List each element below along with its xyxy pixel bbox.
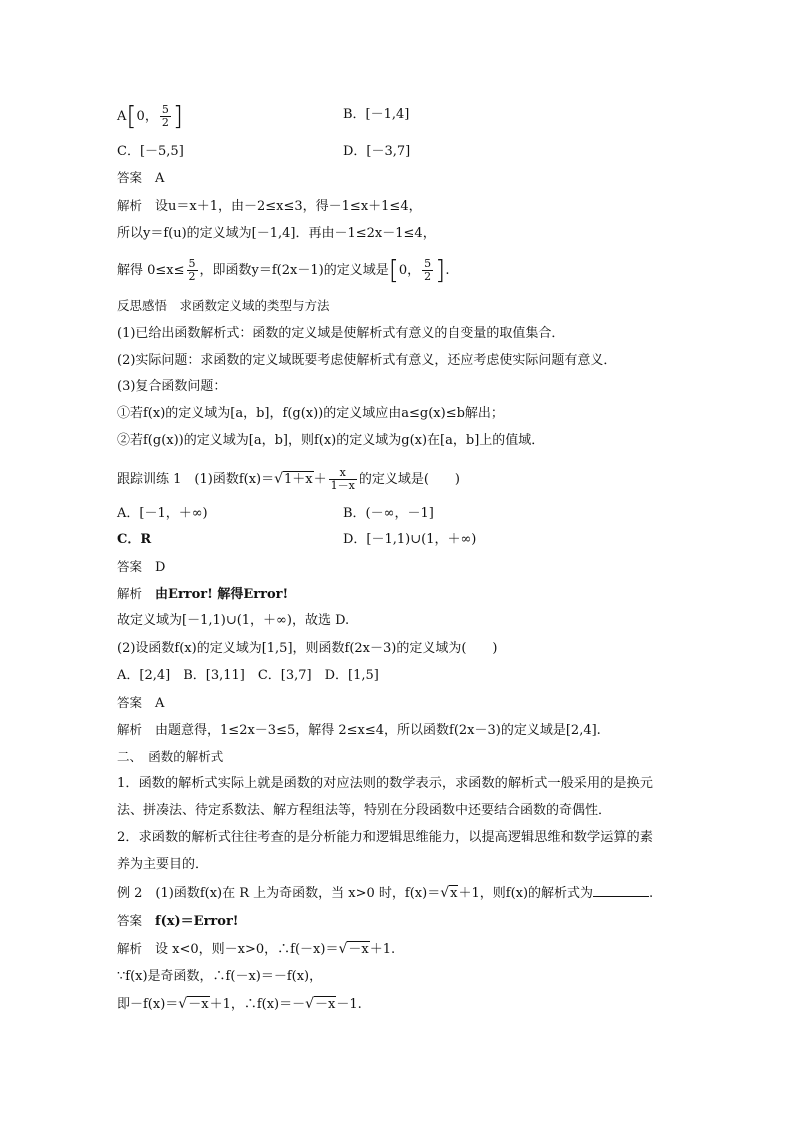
- section-heading: 二、 函数的解析式: [117, 749, 224, 764]
- answer-label: 答案: [117, 559, 143, 574]
- paragraph-line: 1．函数的解析式实际上就是函数的对应法则的数学表示，求函数的解析式一般采用的是换元: [117, 776, 653, 791]
- option-a: A．[－1，＋∞): [117, 506, 208, 521]
- answer-label: 答案: [117, 170, 143, 185]
- option-a-label: A: [117, 109, 127, 124]
- option-c: C．R: [117, 532, 152, 547]
- solution-line: 即－f(x)＝√－x＋1，∴f(x)＝－√－x－1.: [117, 996, 362, 1012]
- fraction: $\frac{x}{1-x}$: [330, 466, 355, 492]
- option-b: B．(－∞，－1]: [343, 506, 434, 521]
- solution-line: 解析 设u＝x＋1，由－2≤x≤3，得－1≤x＋1≤4，: [117, 198, 422, 214]
- fraction: $\frac{5}{2}$: [424, 257, 432, 283]
- solution-line: 解析 设 x<0，则－x>0，∴f(－x)＝√－x＋1.: [117, 941, 396, 957]
- fraction: $\frac{5}{2}$: [188, 257, 196, 283]
- solution-line: 所以y＝f(u)的定义域为[－1,4]．再由－1≤2x－1≤4，: [117, 226, 436, 241]
- paragraph-line: 法、拼凑法、待定系数法、解方程组法等，特别在分段函数中还要结合函数的奇偶性．: [117, 803, 612, 818]
- answer-value: A: [155, 171, 165, 186]
- option-d: D．[－1,1)∪(1，＋∞): [343, 532, 477, 547]
- option-b: B．[－1,4]: [343, 107, 410, 122]
- solution-line: 解析 由题意得，1≤2x－3≤5，解得 2≤x≤4，所以函数f(2x－3)的定义域是[2,4].: [117, 722, 601, 738]
- reflection-item: ①若f(x)的定义域为[a，b]，f(g(x))的定义域应由a≤g(x)≤b解出；: [117, 406, 504, 421]
- solution-line: 解得 0≤x≤ $\frac{5}{2}$ ，即函数y＝f(2x－1)的定义域是[0， $\frac{5}{2}$ ].: [117, 255, 450, 286]
- answer-line: [117, 558, 165, 577]
- options-row: A．[2,4] B．[3,11] C．[3,7] D．[1,5]: [117, 668, 379, 683]
- option-c: C．[－5,5]: [117, 144, 184, 159]
- reflection-title: 反思感悟 求函数定义域的类型与方法: [117, 298, 330, 313]
- exercise-question: (2)设函数f(x)的定义域为[1,5]，则函数f(2x－3)的定义域为( ): [117, 641, 498, 656]
- answer-value: D: [155, 560, 166, 575]
- paragraph-line: 养为主要目的．: [117, 857, 209, 872]
- example-question: 例 2 (1)函数f(x)在 R 上为奇函数，当 x>0 时，f(x)＝√x＋1，则f(x)的解析式为 .: [117, 885, 654, 901]
- paragraph-line: 2．求函数的解析式往往考查的是分析能力和逻辑思维能力，以提高逻辑思维和数学运算的素: [117, 830, 653, 845]
- solution-line: 解析 由Error! 解得Error!: [117, 586, 289, 602]
- reflection-item: (3)复合函数问题：: [117, 379, 227, 394]
- reflection-item: (1)已给出函数解析式：函数的定义域是使解析式有意义的自变量的取值集合．: [117, 326, 565, 341]
- answer-value: f(x)＝Error!: [155, 914, 239, 929]
- solution-line: ∵f(x)是奇函数，∴f(－x)＝－f(x)，: [117, 969, 323, 984]
- exercise-question: 跟踪训练 1 (1)函数f(x)＝√1＋x＋ $\frac{x}{1-x}$ 的定义域是( ): [117, 466, 461, 492]
- solution-line: 故定义域为[－1,1)∪(1，＋∞)，故选 D.: [117, 613, 350, 628]
- solution-label: 解析: [117, 586, 143, 601]
- option-a: A[0， $\frac{5}{2}$ ]: [117, 101, 183, 132]
- answer-line: [117, 169, 164, 188]
- reflection-item: ②若f(g(x))的定义域为[a，b]，则f(x)的定义域为g(x)在[a，b]上的值域．: [117, 433, 545, 448]
- answer-line: 答案 A: [117, 695, 165, 711]
- solution-label: 解析: [117, 198, 143, 213]
- fraction: $\frac{5}{2}$: [161, 103, 169, 129]
- answer-line: 答案 f(x)＝Error!: [117, 913, 239, 929]
- answer-blank: [593, 884, 649, 897]
- reflection-item: (2)实际问题：求函数的定义域既要考虑使解析式有意义，还应考虑使实际问题有意义．: [117, 353, 617, 368]
- option-d: D．[－3,7]: [343, 144, 411, 159]
- answer-value: A: [155, 696, 165, 711]
